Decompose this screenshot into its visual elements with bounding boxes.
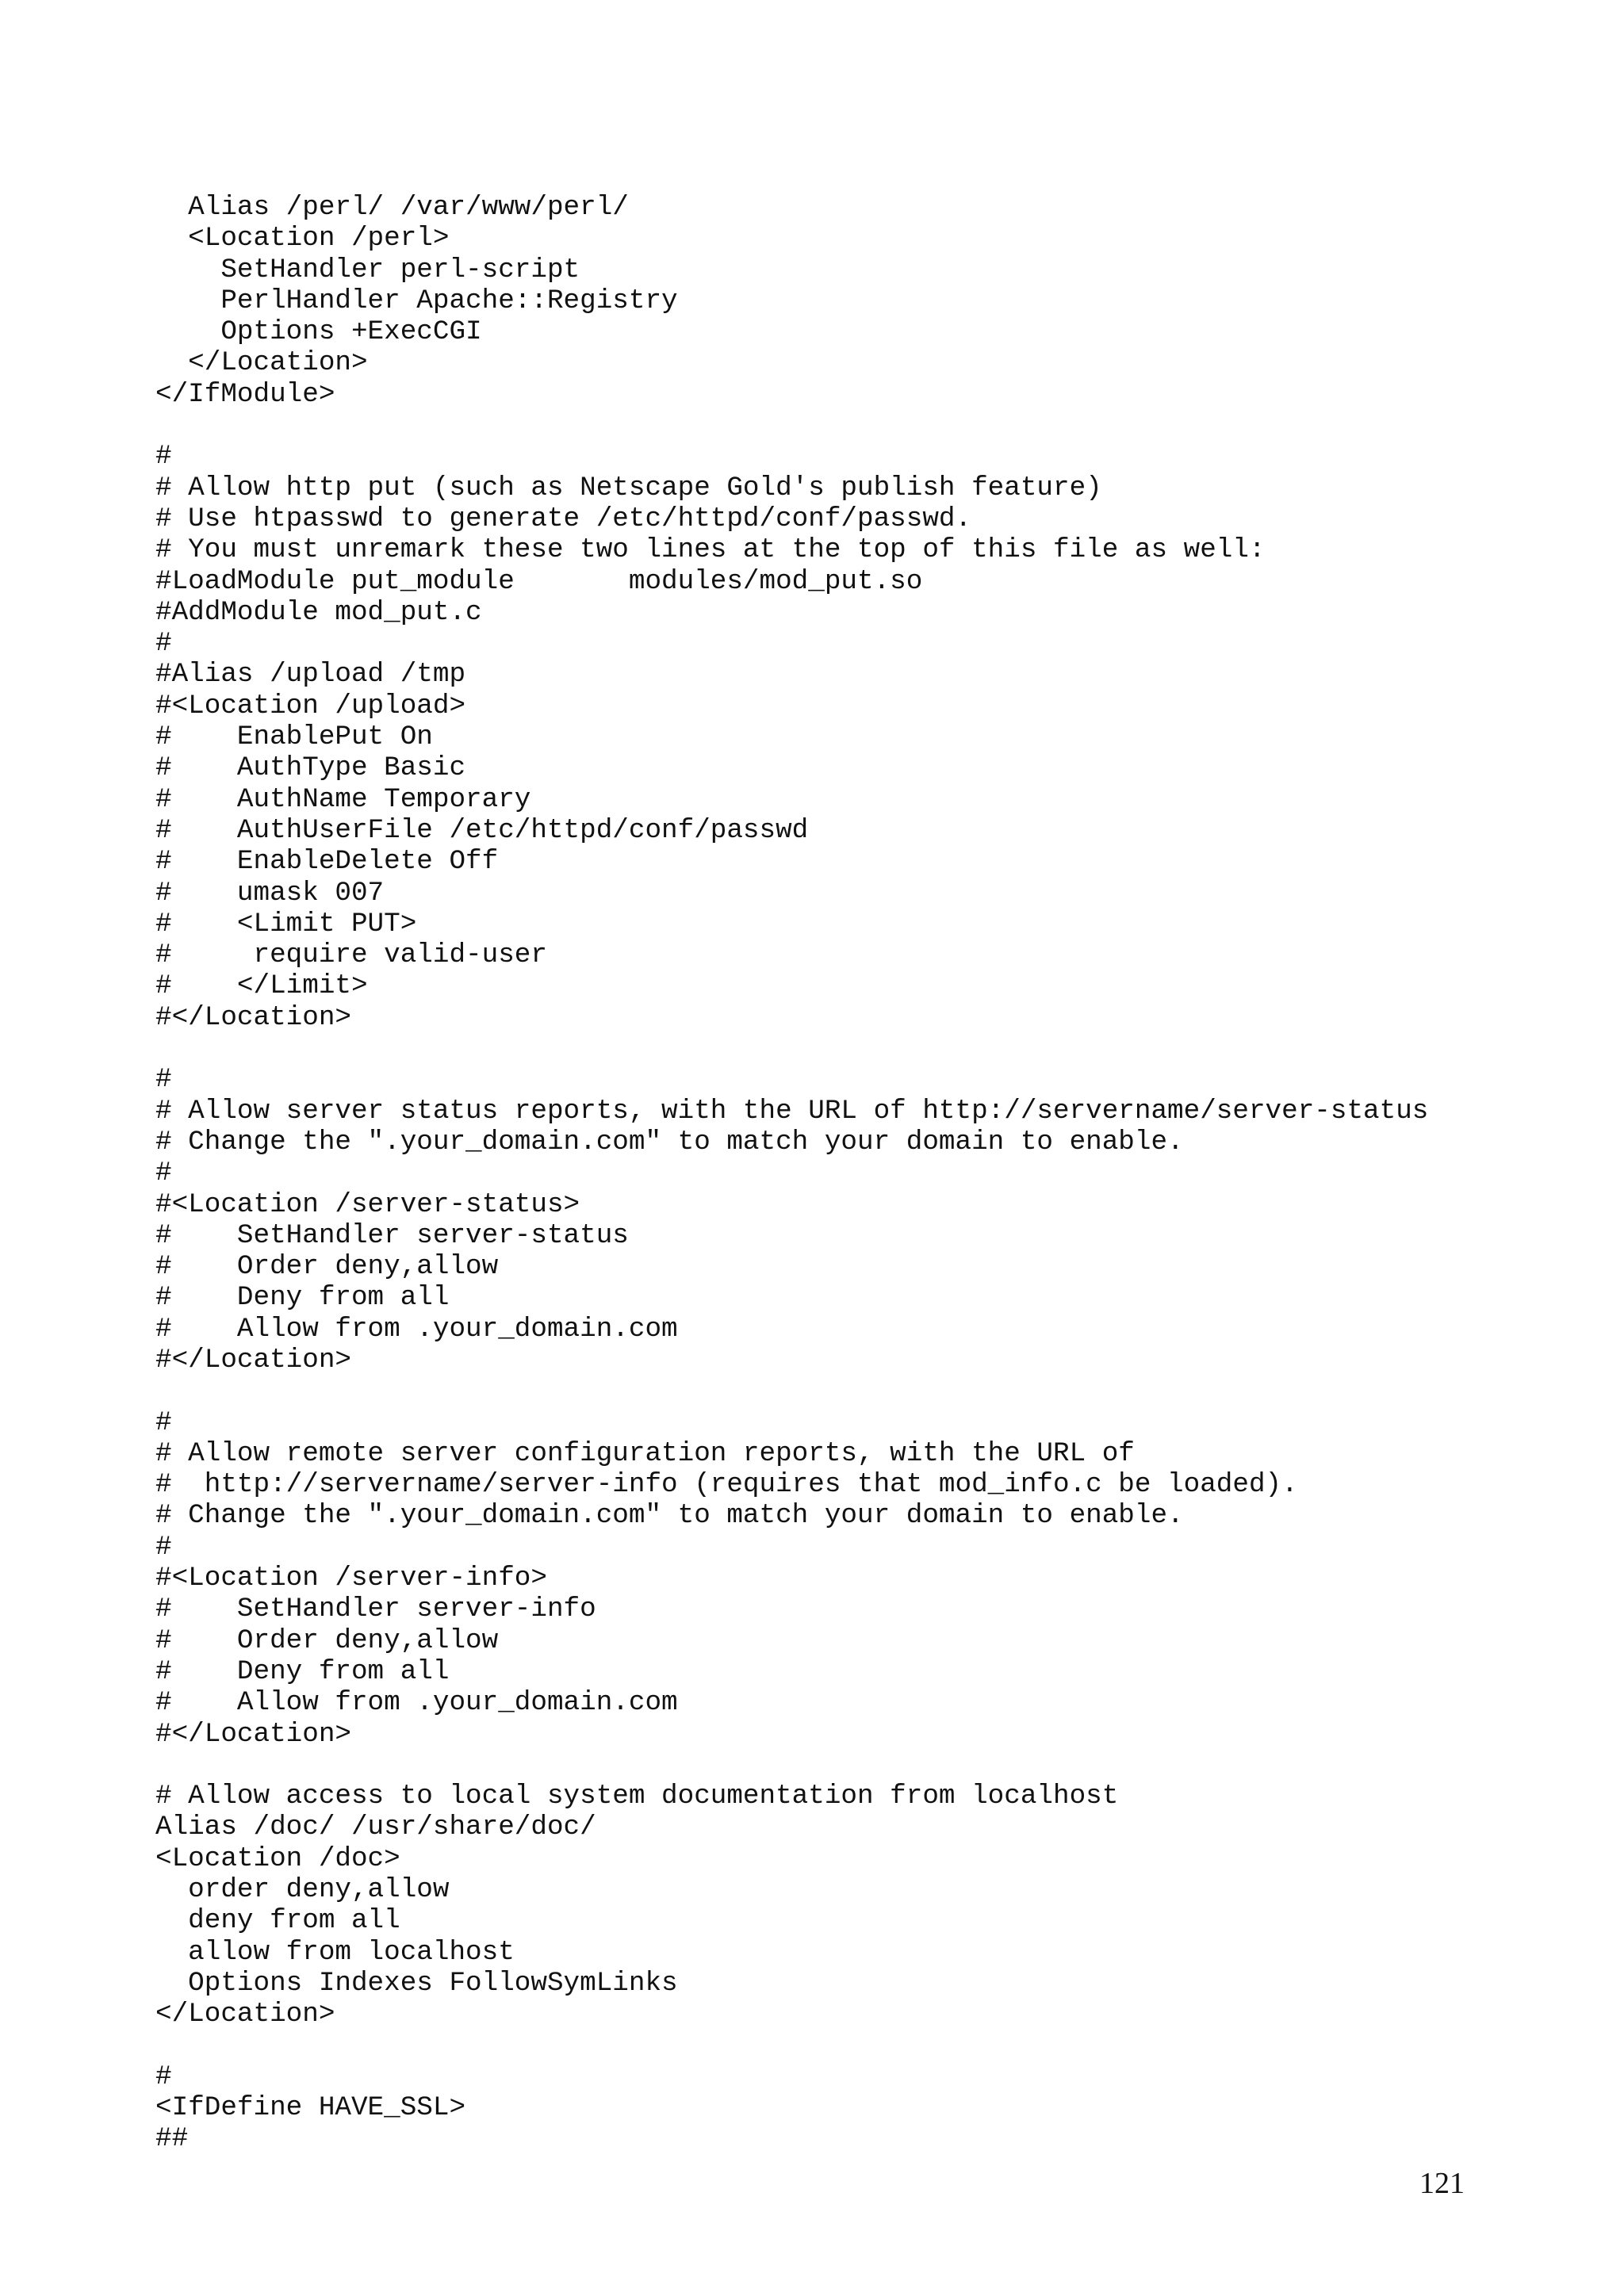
code-line: </IfModule> bbox=[155, 378, 335, 410]
code-line: # Allow http put (such as Netscape Gold's publish feature) bbox=[155, 472, 1102, 503]
code-line: # Order deny,allow bbox=[155, 1624, 499, 1656]
code-line: #Alias /upload /tmp bbox=[155, 659, 466, 691]
code-line: # SetHandler server-info bbox=[155, 1594, 596, 1625]
code-line: # bbox=[155, 1158, 172, 1189]
code-line: # bbox=[155, 1531, 172, 1563]
code-line: # Order deny,allow bbox=[155, 1251, 499, 1283]
code-line: Alias /doc/ /usr/share/doc/ bbox=[155, 1812, 596, 1843]
code-line: # bbox=[155, 441, 172, 473]
code-line: # Change the ".your_domain.com" to match your domain to enable. bbox=[155, 1126, 1184, 1158]
code-line: ## bbox=[155, 2123, 189, 2155]
code-line: deny from all bbox=[155, 1905, 400, 1937]
code-line: # umask 007 bbox=[155, 877, 385, 909]
code-line: # EnablePut On bbox=[155, 721, 433, 753]
code-line: # AuthType Basic bbox=[155, 752, 466, 784]
code-line: # SetHandler server-status bbox=[155, 1219, 629, 1251]
code-line: # Allow remote server configuration reports, with the URL of bbox=[155, 1437, 1135, 1469]
code-line: # Allow access to local system documentation from localhost bbox=[155, 1781, 1119, 1812]
code-line: #</Location> bbox=[155, 1344, 351, 1376]
page-number: 121 bbox=[1419, 2167, 1465, 2200]
code-line: # bbox=[155, 1406, 172, 1438]
code-line: # You must unremark these two lines at the top of this file as well: bbox=[155, 534, 1266, 566]
code-line: # EnableDelete Off bbox=[155, 846, 499, 878]
code-line: SetHandler perl-script bbox=[155, 254, 580, 285]
code-line: #<Location /upload> bbox=[155, 690, 466, 721]
blank-line bbox=[155, 410, 1428, 441]
code-line: #</Location> bbox=[155, 1718, 351, 1750]
config-code-block bbox=[155, 192, 1428, 2155]
code-line: order deny,allow bbox=[155, 1874, 450, 1906]
code-line: allow from localhost bbox=[155, 1936, 515, 1968]
code-line: # Use htpasswd to generate /etc/httpd/conf/passwd. bbox=[155, 503, 972, 534]
code-line: Options +ExecCGI bbox=[155, 316, 482, 348]
code-line: # <Limit PUT> bbox=[155, 908, 417, 939]
blank-line bbox=[155, 2030, 1428, 2061]
blank-line bbox=[155, 1750, 1428, 1781]
code-line: # bbox=[155, 628, 172, 660]
code-line: #<Location /server-info> bbox=[155, 1563, 547, 1594]
code-line: #</Location> bbox=[155, 1001, 351, 1033]
code-line: <Location /perl> bbox=[155, 223, 450, 254]
code-line: </Location> bbox=[155, 1999, 335, 2030]
code-line: # </Limit> bbox=[155, 970, 368, 1002]
code-line: #LoadModule put_module modules/mod_put.so bbox=[155, 565, 923, 597]
code-line: #AddModule mod_put.c bbox=[155, 596, 482, 628]
code-line: # Allow from .your_domain.com bbox=[155, 1313, 678, 1345]
code-line: Alias /perl/ /var/www/perl/ bbox=[155, 192, 629, 223]
blank-line bbox=[155, 1033, 1428, 1064]
code-line: <IfDefine HAVE_SSL> bbox=[155, 2092, 466, 2124]
code-line: # bbox=[155, 1064, 172, 1096]
code-line: # bbox=[155, 2061, 172, 2092]
code-line: Options Indexes FollowSymLinks bbox=[155, 1967, 678, 1999]
code-line: <Location /doc> bbox=[155, 1843, 400, 1874]
code-line: # Allow from .your_domain.com bbox=[155, 1687, 678, 1719]
code-line: # Change the ".your_domain.com" to match your domain to enable. bbox=[155, 1500, 1184, 1532]
code-line: PerlHandler Apache::Registry bbox=[155, 285, 678, 316]
code-line: </Location> bbox=[155, 347, 368, 379]
blank-line bbox=[155, 1376, 1428, 1406]
code-line: # Allow server status reports, with the URL of http://servername/server-status bbox=[155, 1095, 1429, 1127]
code-line: # http://servername/server-info (requires that mod_info.c be loaded). bbox=[155, 1469, 1298, 1501]
code-line: # Deny from all bbox=[155, 1655, 450, 1687]
code-line: #<Location /server-status> bbox=[155, 1188, 580, 1220]
code-line: # Deny from all bbox=[155, 1282, 450, 1314]
code-line: # AuthUserFile /etc/httpd/conf/passwd bbox=[155, 814, 809, 846]
code-line: # require valid-user bbox=[155, 939, 547, 971]
code-line: # AuthName Temporary bbox=[155, 783, 531, 815]
